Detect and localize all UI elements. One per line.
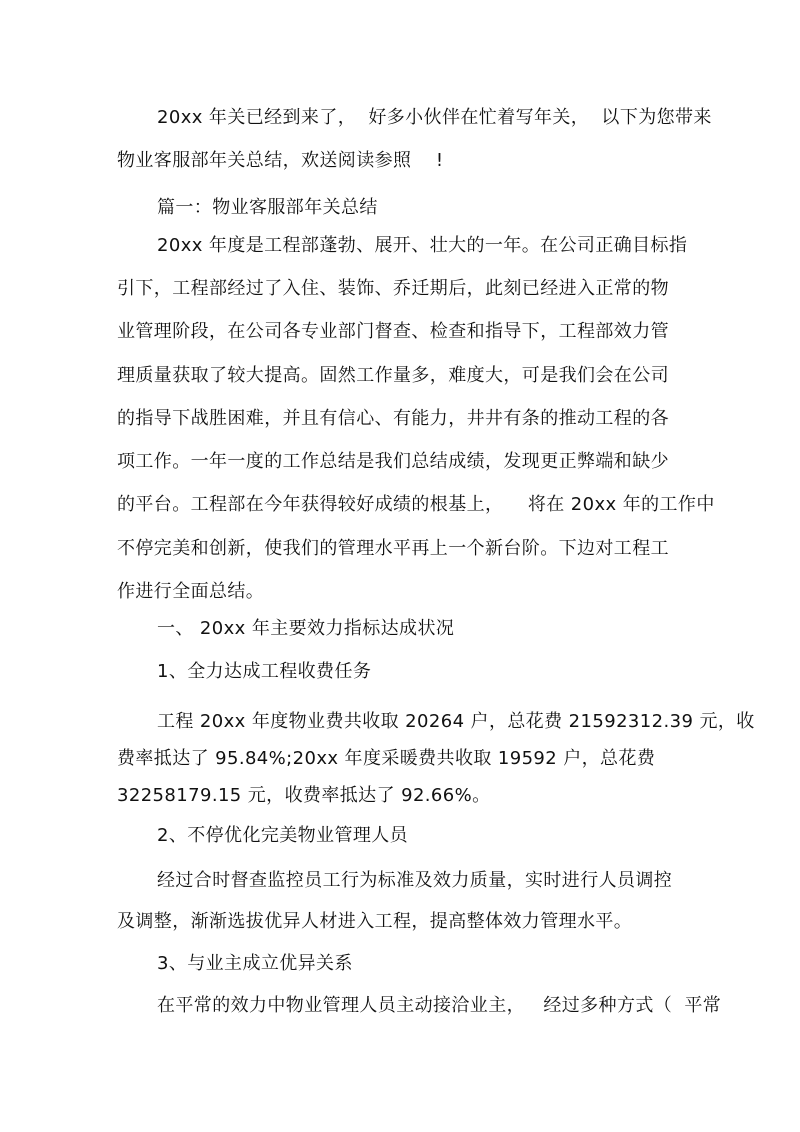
item-3-title: 3、与业主成立优异关系: [157, 953, 353, 974]
item-1-body-line-3: 32258179.15 元，收费率抵达了 92.66%。: [117, 785, 491, 806]
body-line-9: 作进行全面总结。: [117, 581, 265, 602]
intro-line-2: 物业客服部年关总结，欢送阅读参照 !: [117, 150, 444, 171]
item-1-body-line-1: 工程 20xx 年度物业费共收取 20264 户，总花费 21592312.39 元，收: [157, 711, 755, 732]
item-3-body-line-1: 在平常的效力中物业管理人员主动接洽业主， 经过多种方式（ 平常: [157, 995, 722, 1016]
item-1-body-line-2: 费率抵达了 95.84%;20xx 年度采暖费共收取 19592 户，总花费: [117, 748, 656, 769]
section-title: 篇一：物业客服部年关总结: [157, 197, 378, 218]
body-line-6: 项工作。一年一度的工作总结是我们总结成绩，发现更正弊端和缺少: [117, 451, 669, 472]
item-1-title: 1、全力达成工程收费任务: [157, 661, 372, 682]
body-line-5: 的指导下战胜困难，并且有信心、有能力，井井有条的推动工程的各: [117, 408, 669, 429]
item-2-body-line-2: 及调整，渐渐选拔优异人材进入工程，提高整体效力管理水平。: [117, 911, 633, 932]
item-2-title: 2、不停优化完美物业管理人员: [157, 825, 409, 846]
body-line-7: 的平台。工程部在今年获得较好成绩的根基上， 将在 20xx 年的工作中: [117, 494, 715, 515]
body-line-4: 理质量获取了较大提高。固然工作量多，难度大，可是我们会在公司: [117, 365, 669, 386]
body-line-2: 引下，工程部经过了入住、装饰、乔迁期后，此刻已经进入正常的物: [117, 278, 669, 299]
body-line-8: 不停完美和创新，使我们的管理水平再上一个新台阶。下边对工程工: [117, 538, 669, 559]
body-line-1: 20xx 年度是工程部蓬勃、展开、壮大的一年。在公司正确目标指: [157, 235, 688, 256]
item-2-body-line-1: 经过合时督查监控员工行为标准及效力质量，实时进行人员调控: [157, 870, 673, 891]
heading-1: 一、 20xx 年主要效力指标达成状况: [157, 618, 455, 639]
intro-line-1: 20xx 年关已经到来了， 好多小伙伴在忙着写年关， 以下为您带来: [157, 107, 712, 128]
body-line-3: 业管理阶段，在公司各专业部门督查、检查和指导下，工程部效力管: [117, 321, 669, 342]
